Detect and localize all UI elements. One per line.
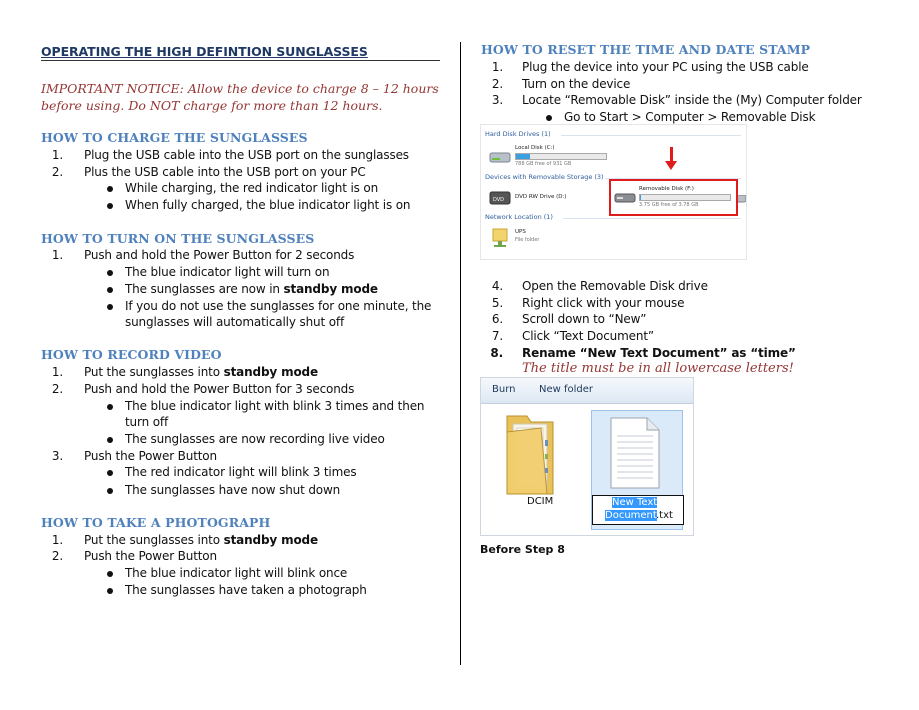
text: Put the sunglasses into	[84, 365, 224, 379]
network-location-label[interactable]: UPS	[515, 229, 526, 235]
reset-step-7: Click “Text Document”	[522, 329, 654, 343]
bold-text: standby mode	[283, 282, 378, 296]
record-bullet-1-line-2: turn off	[125, 415, 169, 429]
local-disk-label[interactable]: Local Disk (C:)	[515, 145, 555, 151]
dvd-drive-icon	[489, 189, 511, 207]
heading-record: HOW TO RECORD VIDEO	[41, 347, 222, 362]
group-hard-disk-drives: Hard Disk Drives (1)	[485, 130, 551, 138]
group-removable-storage: Devices with Removable Storage (3)	[485, 173, 604, 181]
text: The sunglasses are now in	[125, 282, 284, 296]
photo-step-1	[84, 533, 318, 547]
screenshot-caption: Before Step 8	[480, 543, 565, 556]
folder-name-dcim[interactable]: DCIM	[527, 496, 554, 507]
dvd-drive-label[interactable]: DVD RW Drive (D:)	[515, 194, 567, 200]
local-disk-free: 788 GB free of 931 GB	[515, 161, 572, 167]
heading-photo: HOW TO TAKE A PHOTOGRAPH	[41, 515, 271, 530]
usage-fill	[516, 154, 530, 159]
step-number: 2.	[51, 382, 63, 396]
step-number: 1.	[51, 365, 63, 379]
step-number: 4.	[491, 279, 503, 293]
bullet	[107, 571, 113, 577]
local-disk-usage-bar	[515, 153, 607, 160]
photo-step-2: Push the Power Button	[84, 549, 217, 563]
reset-bullet-1: Go to Start > Computer > Removable Disk	[564, 110, 816, 124]
reset-step-3: Locate “Removable Disk” inside the (My) Computer folder	[522, 93, 862, 107]
group-rule	[563, 218, 741, 219]
charge-step-2: Plus the USB cable into the USB port on your PC	[84, 165, 366, 179]
hard-disk-icon	[489, 149, 511, 165]
record-step-3: Push the Power Button	[84, 449, 217, 463]
important-notice: IMPORTANT NOTICE: Allow the device to charge 8 – 12 hours before using. Do NOT charge for more than 12 hours.	[41, 81, 439, 113]
charge-bullet-2: When fully charged, the blue indicator light is on	[125, 198, 411, 212]
bullet	[107, 488, 113, 494]
text-document-icon	[607, 416, 663, 490]
text: Put the sunglasses into	[84, 533, 224, 547]
reset-step-2: Turn on the device	[522, 77, 631, 91]
turn-on-bullet-2	[125, 282, 378, 296]
step-number: 7.	[491, 329, 503, 343]
bullet	[107, 304, 113, 310]
group-rule	[561, 135, 741, 136]
step-number: 3.	[51, 449, 63, 463]
red-arrow-head-icon	[665, 161, 677, 170]
photo-bullet-2: The sunglasses have taken a photograph	[125, 583, 367, 597]
step-number: 5.	[491, 296, 503, 310]
step-number: 2.	[51, 165, 63, 179]
svg-text:DVD: DVD	[493, 197, 505, 203]
rename-selected-line-2: Document	[605, 510, 657, 521]
record-bullet-2: The sunglasses are now recording live video	[125, 432, 385, 446]
reset-step-6: Scroll down to “New”	[522, 312, 647, 326]
rename-selected-line-1: New Text	[612, 497, 658, 508]
photo-bullet-1: The blue indicator light will blink once	[125, 566, 348, 580]
record-bullet-1-line-1: The blue indicator light with blink 3 times and then	[125, 399, 425, 413]
removable-disk-free: 3.75 GB free of 3.78 GB	[639, 202, 699, 208]
charge-step-1: Plug the USB cable into the USB port on the sunglasses	[84, 148, 409, 162]
heading-charge: HOW TO CHARGE THE SUNGLASSES	[41, 130, 308, 145]
group-network-location: Network Location (1)	[485, 213, 553, 221]
document-title: OPERATING THE HIGH DEFINTION SUNGLASSES	[41, 44, 368, 59]
bold-text: standby mode	[223, 365, 318, 379]
highlight-box	[609, 179, 738, 216]
computer-window-screenshot	[480, 124, 747, 260]
step-number: 1.	[491, 60, 503, 74]
burn-button[interactable]: Burn	[492, 384, 516, 395]
bullet	[107, 470, 113, 476]
step-number: 2.	[51, 549, 63, 563]
removable-disk-label[interactable]: Removable Disk (F:)	[639, 186, 694, 192]
bullet	[107, 186, 113, 192]
bullet	[107, 203, 113, 209]
reset-step-4: Open the Removable Disk drive	[522, 279, 708, 293]
column-divider	[460, 42, 461, 665]
lowercase-note: The title must be in all lowercase letters!	[522, 361, 794, 376]
heading-reset: HOW TO RESET THE TIME AND DATE STAMP	[481, 42, 811, 57]
file-extension: .txt	[656, 510, 673, 521]
record-bullet-4: The sunglasses have now shut down	[125, 483, 341, 497]
network-location-type: File folder	[515, 237, 540, 243]
reset-step-5: Right click with your mouse	[522, 296, 685, 310]
turn-on-bullet-1: The blue indicator light will turn on	[125, 265, 330, 279]
step-number: 6.	[491, 312, 503, 326]
step-number: 2.	[491, 77, 503, 91]
bullet	[107, 588, 113, 594]
folder-icon	[501, 410, 559, 500]
bullet	[546, 115, 552, 121]
charge-bullet-1: While charging, the red indicator light is on	[125, 181, 379, 195]
explorer-screenshot	[480, 377, 694, 536]
step-number: 3.	[491, 93, 503, 107]
network-folder-icon	[491, 225, 511, 249]
heading-turn-on: HOW TO TURN ON THE SUNGLASSES	[41, 231, 315, 246]
reset-step-8: Rename “New Text Document” as “time”	[522, 346, 796, 360]
turn-on-bullet-3-line-1: If you do not use the sunglasses for one minute, the	[125, 299, 432, 313]
bullet	[107, 287, 113, 293]
title-underline	[41, 60, 440, 61]
bullet	[107, 437, 113, 443]
new-folder-button[interactable]: New folder	[539, 384, 594, 395]
bold-text: standby mode	[223, 533, 318, 547]
bullet	[107, 270, 113, 276]
step-number: 1.	[51, 533, 63, 547]
turn-on-step-1: Push and hold the Power Button for 2 seconds	[84, 248, 355, 262]
turn-on-bullet-3-line-2: sunglasses will automatically shut off	[125, 315, 345, 329]
step-number: 1.	[51, 248, 63, 262]
bullet	[107, 404, 113, 410]
step-number: 1.	[51, 148, 63, 162]
record-step-2: Push and hold the Power Button for 3 seconds	[84, 382, 355, 396]
record-bullet-3: The red indicator light will blink 3 times	[125, 465, 357, 479]
step-number: 8.	[490, 346, 503, 360]
record-step-1	[84, 365, 318, 379]
reset-step-1: Plug the device into your PC using the USB cable	[522, 60, 809, 74]
